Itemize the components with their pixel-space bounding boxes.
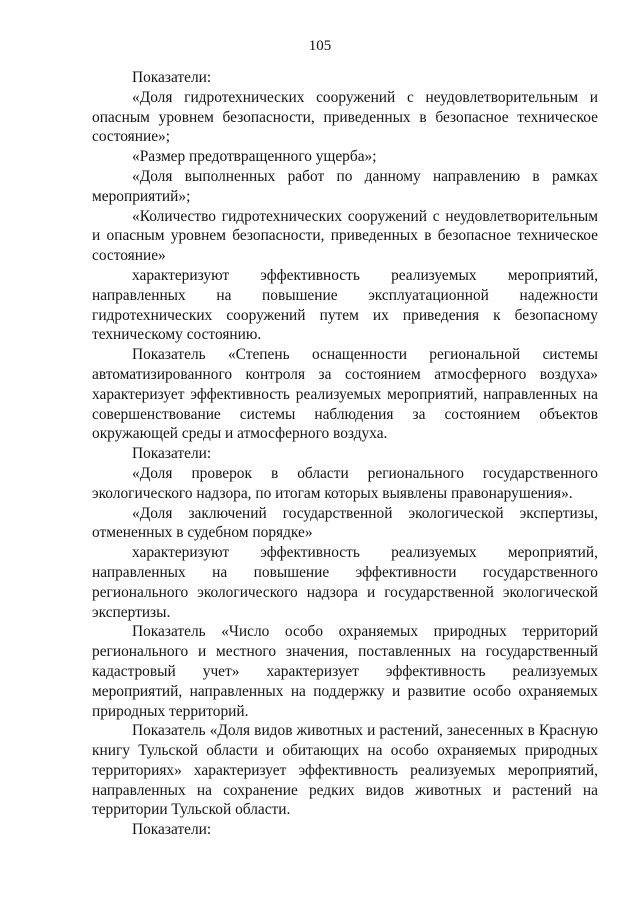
- paragraph: «Количество гидротехнических сооружений с неудовлетворительным и опасным уровнем безопасности, приведенных в безопасное техническое состояние»: [92, 207, 598, 265]
- paragraph: «Доля заключений государственной экологической экспертизы, отмененных в судебном порядке»: [92, 504, 598, 542]
- paragraph: Показатели:: [132, 69, 212, 86]
- paragraph: характеризуют эффективность реализуемых мероприятий, направленных на повышение эффективности государственного регионального экологического надзора и государственной экологической экспертизы.: [92, 544, 598, 621]
- paragraph: Показатель «Доля видов животных и растений, занесенных в Красную книгу Тульской области и обитающих на особо охраняемых природных территориях» характеризует эффективность реализуемых мероприятий, направленных на сохранение редких видов животных и растений на территории Тульской области.: [92, 722, 598, 819]
- paragraph: «Доля выполненных работ по данному направлению в рамках мероприятий»;: [92, 167, 598, 205]
- paragraph: Показатели:: [132, 821, 212, 839]
- page-number: 105: [308, 38, 332, 54]
- paragraph: характеризуют эффективность реализуемых мероприятий, направленных на повышение эксплуатационной надежности гидротехнических сооружений путем их приведения к безопасному техническому состоянию.: [92, 266, 598, 344]
- paragraph: «Доля проверок в области регионального государственного экологического надзора, по итогам которых выявлены правонарушения».: [92, 464, 598, 502]
- paragraph: «Доля гидротехнических сооружений с неудовлетворительным и опасным уровнем безопасности, приведенных в безопасное техническое состояние»;: [92, 88, 598, 146]
- paragraph: Показатели:: [132, 445, 212, 463]
- document-body: [92, 68, 598, 840]
- paragraph: Показатель «Степень оснащенности региональной системы автоматизированного контроля за состоянием атмосферного воздуха» характеризует эффективность реализуемых мероприятий, направленных на совершенствование системы наблюдения за состоянием объектов окружающей среды и атмосферного воздуха.: [92, 346, 598, 443]
- paragraph: Показатель «Число особо охраняемых природных территорий регионального и местного значения, поставленных на государственный кадастровый учет» характеризует эффективность реализуемых мероприятий, направленных на поддержку и развитие особо охраняемых природных территорий.: [92, 623, 598, 720]
- paragraph: «Размер предотвращенного ущерба»;: [132, 148, 377, 166]
